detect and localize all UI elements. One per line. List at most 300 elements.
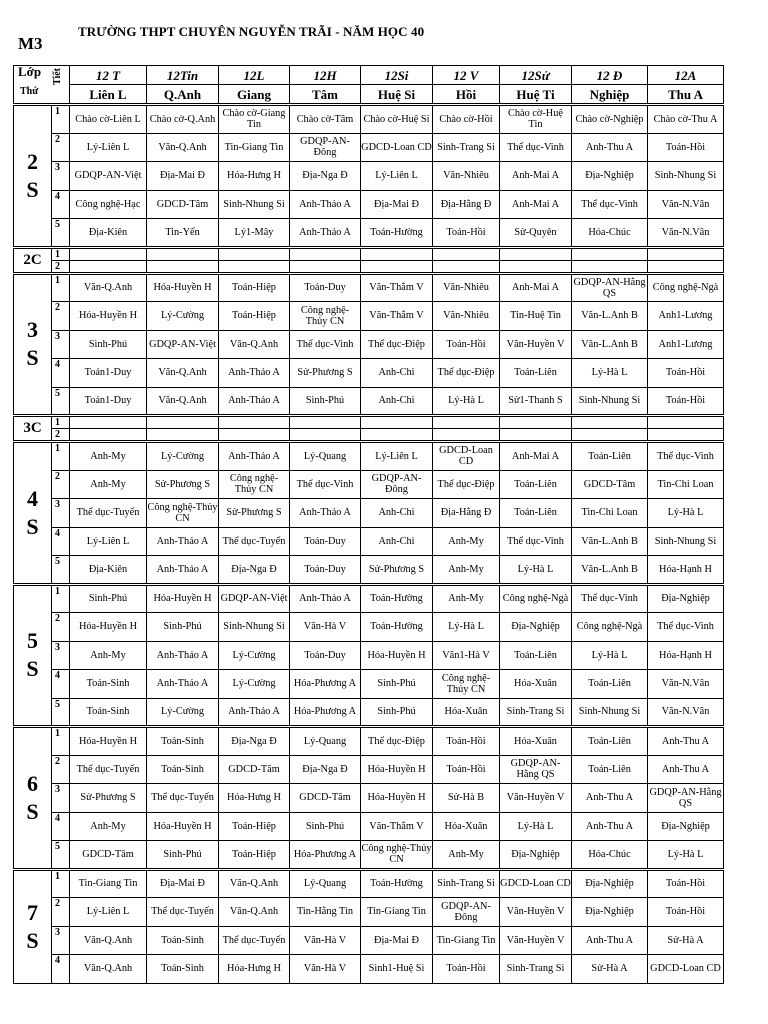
lesson-cell: Sinh-Phú: [290, 387, 361, 416]
lesson-cell: Hóa-Phương A: [290, 698, 361, 727]
lesson-cell: Địa-Nghiệp: [500, 841, 572, 870]
lesson-cell: Anh-Chi: [361, 527, 433, 556]
period-number: 4: [52, 527, 70, 556]
lesson-cell: Thể dục-Vinh: [290, 330, 361, 359]
corner-cell: [14, 66, 70, 105]
lesson-cell: GDCD-Loan CD: [433, 442, 500, 471]
lesson-cell: Anh-Mai A: [500, 273, 572, 302]
lesson-cell: Sinh-Nhung Si: [219, 613, 290, 642]
lesson-cell: [500, 416, 572, 429]
lesson-cell: Hóa-Huyền H: [70, 727, 147, 756]
lesson-cell: Chào cờ-Nghiệp: [572, 105, 648, 134]
lesson-cell: Địa-Mai Đ: [361, 190, 433, 219]
period-number: 4: [52, 955, 70, 984]
lesson-cell: GDQP-AN-Hằng QS: [648, 784, 724, 813]
lesson-cell: Toán-Hiệp: [219, 273, 290, 302]
lesson-cell: [219, 416, 290, 429]
lesson-cell: Sử-Phương S: [219, 499, 290, 528]
lesson-cell: Toán-Liên: [500, 499, 572, 528]
lesson-cell: Anh-My: [433, 556, 500, 585]
lesson-cell: Địa-Nga Đ: [219, 727, 290, 756]
lesson-cell: Thể dục-Vinh: [500, 133, 572, 162]
lesson-cell: Văn-Q.Anh: [147, 359, 219, 388]
lesson-cell: Anh-My: [433, 841, 500, 870]
lesson-cell: GDQP-AN-Việt: [219, 584, 290, 613]
period-number: 3: [52, 330, 70, 359]
lesson-cell: [147, 416, 219, 429]
lesson-cell: Toán-Liên: [500, 470, 572, 499]
lesson-cell: GDCD-Tâm: [219, 755, 290, 784]
lesson-cell: Tin-Chi Loan: [648, 470, 724, 499]
lesson-cell: Văn-Q.Anh: [219, 330, 290, 359]
lesson-cell: Sinh-Trang Si: [433, 133, 500, 162]
lesson-cell: Anh-Thảo A: [147, 527, 219, 556]
lesson-cell: [361, 416, 433, 429]
lesson-cell: [361, 260, 433, 273]
lesson-cell: Địa-Hằng Đ: [433, 190, 500, 219]
lesson-cell: Toán-Duy: [290, 641, 361, 670]
lesson-cell: Thể dục-Điệp: [433, 470, 500, 499]
lesson-cell: Toán-Hồi: [648, 387, 724, 416]
lesson-cell: [219, 260, 290, 273]
lesson-cell: Văn-Thắm V: [361, 273, 433, 302]
lesson-cell: Địa-Nghiệp: [572, 898, 648, 927]
lesson-cell: Tin-Yến: [147, 219, 219, 248]
lesson-cell: Toán-Hường: [361, 584, 433, 613]
lesson-cell: Văn-L.Anh B: [572, 302, 648, 331]
day-label: 3 S: [14, 273, 52, 416]
lesson-cell: [290, 260, 361, 273]
period-number: 1: [52, 727, 70, 756]
lesson-cell: Anh-My: [70, 812, 147, 841]
lesson-cell: Hóa-Huyền H: [361, 784, 433, 813]
lesson-cell: Toán-Hồi: [648, 898, 724, 927]
lesson-cell: [70, 416, 147, 429]
lesson-cell: Lý-Cường: [219, 641, 290, 670]
lesson-cell: Anh-Thu A: [648, 755, 724, 784]
lesson-cell: Thể dục-Vinh: [500, 527, 572, 556]
lesson-cell: Lý-Cường: [147, 442, 219, 471]
class-teacher: Huệ Ti: [500, 85, 572, 105]
lesson-cell: Thể dục-Tuyến: [219, 527, 290, 556]
period-number: 2: [52, 470, 70, 499]
lesson-cell: [70, 260, 147, 273]
lesson-cell: Lý-Liên L: [70, 133, 147, 162]
lesson-cell: Công nghệ-Ngà: [572, 613, 648, 642]
lesson-cell: Thể dục-Vinh: [572, 190, 648, 219]
lesson-cell: Hóa-Huyền H: [147, 273, 219, 302]
lesson-cell: [147, 247, 219, 260]
lesson-cell: Sinh-Nhung Si: [648, 162, 724, 191]
lesson-cell: Lý-Quang: [290, 442, 361, 471]
lesson-cell: Chào cờ-Thu A: [648, 105, 724, 134]
lesson-cell: Anh-My: [433, 527, 500, 556]
lesson-cell: Toán-Hồi: [648, 869, 724, 898]
lesson-cell: Văn-Huyền V: [500, 784, 572, 813]
lesson-cell: Tin-Huệ Tin: [500, 302, 572, 331]
lesson-cell: GDCD-Tâm: [572, 470, 648, 499]
lesson-cell: Toán-Hồi: [648, 359, 724, 388]
lesson-cell: Sinh-Phú: [70, 584, 147, 613]
lesson-cell: GDCD-Tâm: [290, 784, 361, 813]
lesson-cell: Toán-Sinh: [147, 727, 219, 756]
lesson-cell: Lý1-Mây: [219, 219, 290, 248]
lesson-cell: [648, 247, 724, 260]
lesson-cell: Anh-My: [70, 641, 147, 670]
class-teacher: Hồi: [433, 85, 500, 105]
lesson-cell: [219, 247, 290, 260]
lesson-cell: Sử-Hà A: [648, 926, 724, 955]
lesson-cell: Địa-Nghiệp: [648, 812, 724, 841]
lesson-cell: Toán-Hồi: [648, 133, 724, 162]
lesson-cell: Lý-Cường: [147, 698, 219, 727]
lesson-cell: Địa-Nga Đ: [290, 755, 361, 784]
lesson-cell: Địa-Nghiệp: [572, 869, 648, 898]
lesson-cell: Hóa-Phương A: [290, 841, 361, 870]
lesson-cell: Anh-Thu A: [572, 926, 648, 955]
lesson-cell: Anh-My: [70, 470, 147, 499]
lesson-cell: Văn-Nhiêu: [433, 302, 500, 331]
lesson-cell: Sinh-Nhung Si: [648, 527, 724, 556]
period-number: 1: [52, 273, 70, 302]
lesson-cell: Hóa-Xuân: [500, 670, 572, 699]
period-number: 3: [52, 641, 70, 670]
lesson-cell: Sinh1-Huệ Si: [361, 955, 433, 984]
lesson-cell: Anh-Thảo A: [147, 556, 219, 585]
lesson-cell: Công nghệ-Hạc: [70, 190, 147, 219]
period-number: 3: [52, 784, 70, 813]
lesson-cell: [648, 260, 724, 273]
period-number: 4: [52, 812, 70, 841]
lesson-cell: [219, 429, 290, 442]
lesson-cell: Thể dục-Điệp: [361, 330, 433, 359]
lesson-cell: Anh-Thảo A: [219, 442, 290, 471]
lesson-cell: Lý-Liên L: [361, 442, 433, 471]
period-number: 1: [52, 869, 70, 898]
lesson-cell: Hóa-Chúc: [572, 219, 648, 248]
period-number: 5: [52, 556, 70, 585]
class-name: 12H: [290, 66, 361, 85]
lesson-cell: Toán-Hiệp: [219, 841, 290, 870]
lesson-cell: Anh-Thảo A: [290, 584, 361, 613]
lesson-cell: Toán1-Duy: [70, 387, 147, 416]
lesson-cell: Công nghệ-Ngà: [648, 273, 724, 302]
lesson-cell: Lý-Hà L: [500, 556, 572, 585]
lesson-cell: Toán-Hiệp: [219, 302, 290, 331]
lesson-cell: Địa-Nga Đ: [290, 162, 361, 191]
lesson-cell: Địa-Nga Đ: [219, 556, 290, 585]
lesson-cell: Địa-Nghiệp: [648, 584, 724, 613]
lesson-cell: Sinh-Phú: [147, 841, 219, 870]
lesson-cell: Hóa-Chúc: [572, 841, 648, 870]
lesson-cell: Lý-Hà L: [572, 359, 648, 388]
lesson-cell: Tin-Giang Tin: [219, 133, 290, 162]
lesson-cell: [572, 247, 648, 260]
period-number: 2: [52, 429, 70, 442]
day-label: 7 S: [14, 869, 52, 983]
class-name: 12Si: [361, 66, 433, 85]
lesson-cell: Địa-Nghiệp: [500, 613, 572, 642]
lesson-cell: Lý-Liên L: [70, 898, 147, 927]
period-number: 5: [52, 387, 70, 416]
lesson-cell: [361, 429, 433, 442]
lesson-cell: Lý-Hà L: [648, 841, 724, 870]
period-number: 1: [52, 442, 70, 471]
lesson-cell: [361, 247, 433, 260]
lesson-cell: Hóa-Xuân: [500, 727, 572, 756]
lesson-cell: Toán-Hường: [361, 869, 433, 898]
lesson-cell: Hóa-Huyền H: [147, 584, 219, 613]
lesson-cell: Anh-Thu A: [572, 784, 648, 813]
class-teacher: Tâm: [290, 85, 361, 105]
corner-lop-label: Lớp: [18, 65, 42, 79]
lesson-cell: Lý-Liên L: [70, 527, 147, 556]
lesson-cell: Hóa-Huyền H: [361, 641, 433, 670]
lesson-cell: Toán-Hường: [361, 219, 433, 248]
lesson-cell: Anh-Chi: [361, 359, 433, 388]
lesson-cell: Sử-Phương S: [70, 784, 147, 813]
lesson-cell: Toán-Liên: [500, 641, 572, 670]
lesson-cell: Sinh-Phú: [361, 698, 433, 727]
lesson-cell: Lý-Hà L: [433, 613, 500, 642]
lesson-cell: Anh-Mai A: [500, 190, 572, 219]
lesson-cell: GDQP-AN-Đông: [290, 133, 361, 162]
period-number: 3: [52, 162, 70, 191]
lesson-cell: Anh-Thảo A: [147, 670, 219, 699]
class-teacher: Nghiệp: [572, 85, 648, 105]
lesson-cell: Văn-Thắm V: [361, 302, 433, 331]
lesson-cell: Toán-Liên: [572, 442, 648, 471]
lesson-cell: Văn-L.Anh B: [572, 330, 648, 359]
lesson-cell: Công nghệ-Thủy CN: [147, 499, 219, 528]
lesson-cell: [70, 429, 147, 442]
lesson-cell: Tin-Chi Loan: [572, 499, 648, 528]
lesson-cell: Văn-Hà V: [290, 926, 361, 955]
lesson-cell: [433, 247, 500, 260]
lesson-cell: Sử1-Thanh S: [500, 387, 572, 416]
class-teacher: Giang: [219, 85, 290, 105]
lesson-cell: Thể dục-Vinh: [648, 442, 724, 471]
document-code: M3: [18, 34, 43, 53]
lesson-cell: [147, 260, 219, 273]
period-number: 4: [52, 670, 70, 699]
lesson-cell: GDQP-AN-Hằng QS: [500, 755, 572, 784]
day-label: 3C: [14, 416, 52, 442]
day-label: 5 S: [14, 584, 52, 727]
day-label: 2C: [14, 247, 52, 273]
period-number: 4: [52, 190, 70, 219]
lesson-cell: Toán-Hồi: [433, 330, 500, 359]
lesson-cell: Sử-Quyên: [500, 219, 572, 248]
period-number: 1: [52, 247, 70, 260]
lesson-cell: Toán-Liên: [500, 359, 572, 388]
lesson-cell: Văn-N.Vân: [648, 698, 724, 727]
corner-tiet-label: Tiết: [52, 68, 63, 86]
lesson-cell: [70, 247, 147, 260]
lesson-cell: Chào cờ-Tâm: [290, 105, 361, 134]
lesson-cell: Hóa-Xuân: [433, 812, 500, 841]
lesson-cell: Lý-Cường: [219, 670, 290, 699]
period-number: 2: [52, 133, 70, 162]
lesson-cell: Sinh-Trang Si: [433, 869, 500, 898]
lesson-cell: [290, 429, 361, 442]
lesson-cell: [290, 416, 361, 429]
period-number: 4: [52, 359, 70, 388]
lesson-cell: Thể dục-Tuyến: [147, 898, 219, 927]
lesson-cell: Thể dục-Điệp: [433, 359, 500, 388]
lesson-cell: Văn-Huyền V: [500, 926, 572, 955]
class-name: 12L: [219, 66, 290, 85]
lesson-cell: [572, 260, 648, 273]
lesson-cell: Văn-Q.Anh: [70, 955, 147, 984]
lesson-cell: Địa-Mai Đ: [147, 162, 219, 191]
lesson-cell: Lý-Liên L: [361, 162, 433, 191]
lesson-cell: Hóa-Phương A: [290, 670, 361, 699]
lesson-cell: Sử-Hà A: [572, 955, 648, 984]
lesson-cell: Sinh-Trang Si: [500, 955, 572, 984]
lesson-cell: Hóa-Huyền H: [361, 755, 433, 784]
lesson-cell: Toán-Hồi: [433, 955, 500, 984]
lesson-cell: Hóa-Hưng H: [219, 955, 290, 984]
lesson-cell: Văn-L.Anh B: [572, 527, 648, 556]
lesson-cell: [290, 247, 361, 260]
period-number: 3: [52, 926, 70, 955]
lesson-cell: Toán-Sinh: [147, 755, 219, 784]
lesson-cell: [500, 247, 572, 260]
lesson-cell: Hóa-Huyền H: [70, 613, 147, 642]
lesson-cell: Thể dục-Tuyến: [70, 499, 147, 528]
period-number: 5: [52, 698, 70, 727]
lesson-cell: Toán-Liên: [572, 727, 648, 756]
lesson-cell: GDCD-Tâm: [70, 841, 147, 870]
lesson-cell: Anh-Thu A: [572, 812, 648, 841]
class-name: 12 V: [433, 66, 500, 85]
lesson-cell: [572, 429, 648, 442]
lesson-cell: [500, 429, 572, 442]
period-number: 2: [52, 613, 70, 642]
lesson-cell: Thể dục-Tuyến: [70, 755, 147, 784]
lesson-cell: Lý-Quang: [290, 727, 361, 756]
lesson-cell: Văn-Hà V: [290, 613, 361, 642]
lesson-cell: Toán-Sinh: [70, 670, 147, 699]
lesson-cell: Anh-Thảo A: [290, 499, 361, 528]
lesson-cell: [433, 429, 500, 442]
day-label: 2 S: [14, 105, 52, 248]
lesson-cell: Sử-Phương S: [290, 359, 361, 388]
class-name: 12 T: [70, 66, 147, 85]
lesson-cell: Địa-Kiên: [70, 219, 147, 248]
lesson-cell: Văn-Thắm V: [361, 812, 433, 841]
lesson-cell: Anh-Thảo A: [219, 387, 290, 416]
lesson-cell: Văn-Huyền V: [500, 898, 572, 927]
period-number: 1: [52, 416, 70, 429]
lesson-cell: Địa-Mai Đ: [361, 926, 433, 955]
lesson-cell: GDCD-Tâm: [147, 190, 219, 219]
lesson-cell: Anh-Mai A: [500, 162, 572, 191]
class-name: 12 Đ: [572, 66, 648, 85]
lesson-cell: Anh-Mai A: [500, 442, 572, 471]
lesson-cell: Hóa-Hạnh H: [648, 556, 724, 585]
lesson-cell: Anh1-Lương: [648, 330, 724, 359]
period-number: 5: [52, 219, 70, 248]
lesson-cell: Hóa-Huyền H: [70, 302, 147, 331]
lesson-cell: GDCD-Loan CD: [648, 955, 724, 984]
lesson-cell: Tin-Giang Tin: [361, 898, 433, 927]
class-teacher: Thu A: [648, 85, 724, 105]
class-teacher: Q.Anh: [147, 85, 219, 105]
lesson-cell: Thể dục-Tuyến: [219, 926, 290, 955]
period-number: 2: [52, 260, 70, 273]
lesson-cell: Sinh-Nhung Si: [219, 190, 290, 219]
lesson-cell: Công nghệ-Thủy CN: [219, 470, 290, 499]
lesson-cell: Toán-Hiệp: [219, 812, 290, 841]
lesson-cell: Hóa-Huyền H: [147, 812, 219, 841]
lesson-cell: Sử-Phương S: [361, 556, 433, 585]
class-name: 12Sử: [500, 66, 572, 85]
corner-thu-label: Thứ: [20, 86, 39, 97]
lesson-cell: Sử-Phương S: [147, 470, 219, 499]
lesson-cell: Anh1-Lương: [648, 302, 724, 331]
period-number: 2: [52, 755, 70, 784]
lesson-cell: Anh-Thu A: [572, 133, 648, 162]
class-name: 12A: [648, 66, 724, 85]
lesson-cell: Tin-Giang Tin: [70, 869, 147, 898]
lesson-cell: Thể dục-Vinh: [648, 613, 724, 642]
lesson-cell: GDQP-AN-Đông: [361, 470, 433, 499]
lesson-cell: Hóa-Xuân: [433, 698, 500, 727]
lesson-cell: GDQP-AN-Việt: [147, 330, 219, 359]
lesson-cell: Văn-Q.Anh: [70, 926, 147, 955]
lesson-cell: Sinh-Nhung Si: [572, 698, 648, 727]
lesson-cell: Anh-Thảo A: [290, 219, 361, 248]
lesson-cell: GDCD-Loan CD: [361, 133, 433, 162]
lesson-cell: Văn-Nhiêu: [433, 273, 500, 302]
lesson-cell: Văn-Hà V: [290, 955, 361, 984]
lesson-cell: Toán-Liên: [572, 755, 648, 784]
lesson-cell: Lý-Cường: [147, 302, 219, 331]
lesson-cell: Thể dục-Điệp: [361, 727, 433, 756]
lesson-cell: Chào cờ-Huệ Si: [361, 105, 433, 134]
lesson-cell: Toán-Duy: [290, 556, 361, 585]
lesson-cell: Tin-Giang Tin: [433, 926, 500, 955]
lesson-cell: Toán-Hồi: [433, 727, 500, 756]
lesson-cell: Toán-Hồi: [433, 755, 500, 784]
lesson-cell: Văn-Nhiêu: [433, 162, 500, 191]
lesson-cell: Văn-Q.Anh: [147, 387, 219, 416]
lesson-cell: Công nghệ-Thủy CN: [361, 841, 433, 870]
lesson-cell: Toán-Duy: [290, 527, 361, 556]
lesson-cell: Văn-N.Vân: [648, 190, 724, 219]
lesson-cell: Anh-Chi: [361, 499, 433, 528]
lesson-cell: GDCD-Loan CD: [500, 869, 572, 898]
lesson-cell: Anh-Thảo A: [290, 190, 361, 219]
day-label: 6 S: [14, 727, 52, 870]
lesson-cell: Công nghệ-Thủy CN: [290, 302, 361, 331]
period-number: 1: [52, 584, 70, 613]
lesson-cell: Văn-N.Vân: [648, 670, 724, 699]
lesson-cell: Sinh-Nhung Si: [572, 387, 648, 416]
lesson-cell: Sinh-Phú: [70, 330, 147, 359]
lesson-cell: Sinh-Phú: [290, 812, 361, 841]
lesson-cell: GDQP-AN-Đông: [433, 898, 500, 927]
lesson-cell: Hóa-Hưng H: [219, 162, 290, 191]
class-teacher: Huệ Si: [361, 85, 433, 105]
lesson-cell: Toán1-Duy: [70, 359, 147, 388]
lesson-cell: Chào cờ-Q.Anh: [147, 105, 219, 134]
lesson-cell: Công nghệ-Ngà: [500, 584, 572, 613]
period-number: 2: [52, 302, 70, 331]
lesson-cell: Toán-Hường: [361, 613, 433, 642]
